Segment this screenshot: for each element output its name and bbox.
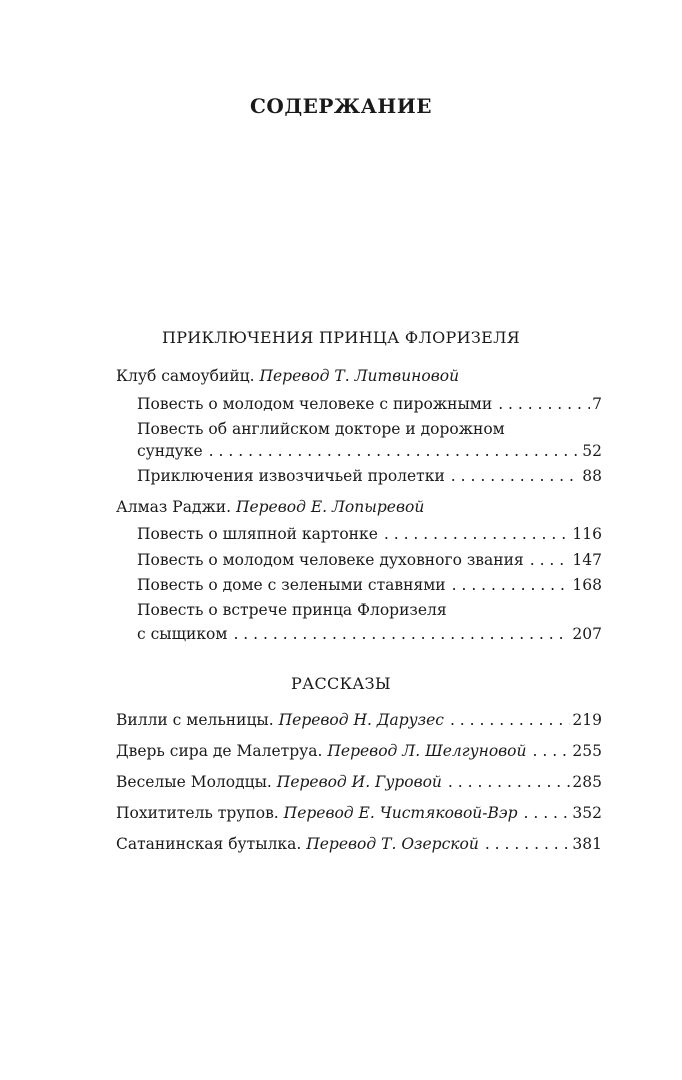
story-rajah-diamond	[116, 497, 602, 517]
toc-entry-title: Приключения извозчичьей пролетки	[137, 467, 445, 485]
story-translator: Перевод Т. Литвиновой	[259, 367, 460, 385]
toc-entry-title: Повесть о молодом человеке духовного звания	[137, 551, 524, 569]
toc-entry-page: 352	[572, 804, 602, 822]
section-heading-stories: РАССКАЗЫ	[291, 674, 391, 693]
section-heading-florizel: ПРИКЛЮЧЕНИЯ ПРИНЦА ФЛОРИЗЕЛЯ	[161, 328, 521, 347]
leader-dots	[533, 741, 571, 761]
leader-dots	[209, 441, 581, 461]
toc-entry-title: Повесть о доме с зелеными ставнями	[137, 576, 446, 594]
entry-translator: Перевод Н. Дарузес	[278, 711, 444, 729]
entry-translator: Перевод И. Гуровой	[276, 773, 442, 791]
leader-dots	[450, 710, 570, 730]
toc-entry-page: 7	[592, 395, 602, 413]
entry-title: Похититель трупов.	[116, 804, 279, 822]
toc-entry-title: Повесть о шляпной картонке	[137, 525, 378, 543]
story-title: Алмаз Раджи.	[116, 498, 231, 516]
story-title: Клуб самоубийц.	[116, 367, 255, 385]
toc-entry-page: 381	[572, 835, 602, 853]
toc-entry-title	[116, 710, 444, 730]
toc-entry[interactable]	[116, 834, 602, 854]
toc-entry-page: 52	[582, 442, 602, 460]
toc-entry-page: 168	[572, 576, 602, 594]
toc-entry-title-line2: сундуке	[137, 442, 203, 460]
toc-entry-title: Повесть о молодом человеке с пирожными	[137, 395, 493, 413]
toc-entry-title-line1: Повесть об английском докторе и дорожном	[137, 420, 505, 438]
toc-entry[interactable]	[137, 394, 602, 414]
entry-title: Вилли с мельницы.	[116, 711, 274, 729]
leader-dots	[485, 834, 571, 854]
leader-dots	[451, 466, 580, 486]
toc-entry-page: 285	[572, 773, 602, 791]
entry-translator: Перевод Л. Шелгуновой	[327, 742, 527, 760]
page-title: СОДЕРЖАНИЕ	[250, 94, 432, 118]
leader-dots	[524, 803, 571, 823]
toc-entry-title-line2: с сыщиком	[137, 625, 228, 643]
toc-entry[interactable]	[137, 575, 602, 595]
toc-entry[interactable]	[137, 466, 602, 486]
leader-dots	[233, 624, 570, 644]
toc-entry[interactable]	[116, 803, 602, 823]
story-suicide-club	[116, 366, 602, 386]
toc-entry[interactable]	[137, 524, 602, 544]
toc-entry-title	[116, 772, 442, 792]
toc-entry-page: 219	[572, 711, 602, 729]
entry-translator: Перевод Т. Озерской	[306, 835, 479, 853]
toc-entry-page: 207	[572, 625, 602, 643]
leader-dots	[448, 772, 571, 792]
toc-entry-title	[116, 741, 527, 761]
toc-entry-page: 88	[582, 467, 602, 485]
toc-entry-page: 116	[572, 525, 602, 543]
entry-translator: Перевод Е. Чистяковой-Вэр	[283, 804, 518, 822]
toc-entry[interactable]	[137, 550, 602, 570]
toc-entry-title	[116, 803, 518, 823]
leader-dots	[498, 394, 590, 414]
toc-entry[interactable]	[116, 710, 602, 730]
toc-entry-title-line1: Повесть о встрече принца Флоризеля	[137, 601, 447, 619]
entry-title: Сатанинская бутылка.	[116, 835, 302, 853]
leader-dots	[452, 575, 571, 595]
toc-entry-page: 255	[572, 742, 602, 760]
toc-entry-title	[116, 834, 479, 854]
toc-entry[interactable]	[116, 741, 602, 761]
leader-dots	[384, 524, 571, 544]
entry-title: Веселые Молодцы.	[116, 773, 272, 791]
toc-entry[interactable]	[116, 772, 602, 792]
toc-entry-page: 147	[572, 551, 602, 569]
story-translator: Перевод Е. Лопыревой	[235, 498, 425, 516]
toc-entry[interactable]	[137, 624, 602, 644]
leader-dots	[530, 550, 571, 570]
toc-entry[interactable]	[137, 441, 602, 461]
entry-title: Дверь сира де Малетруа.	[116, 742, 323, 760]
